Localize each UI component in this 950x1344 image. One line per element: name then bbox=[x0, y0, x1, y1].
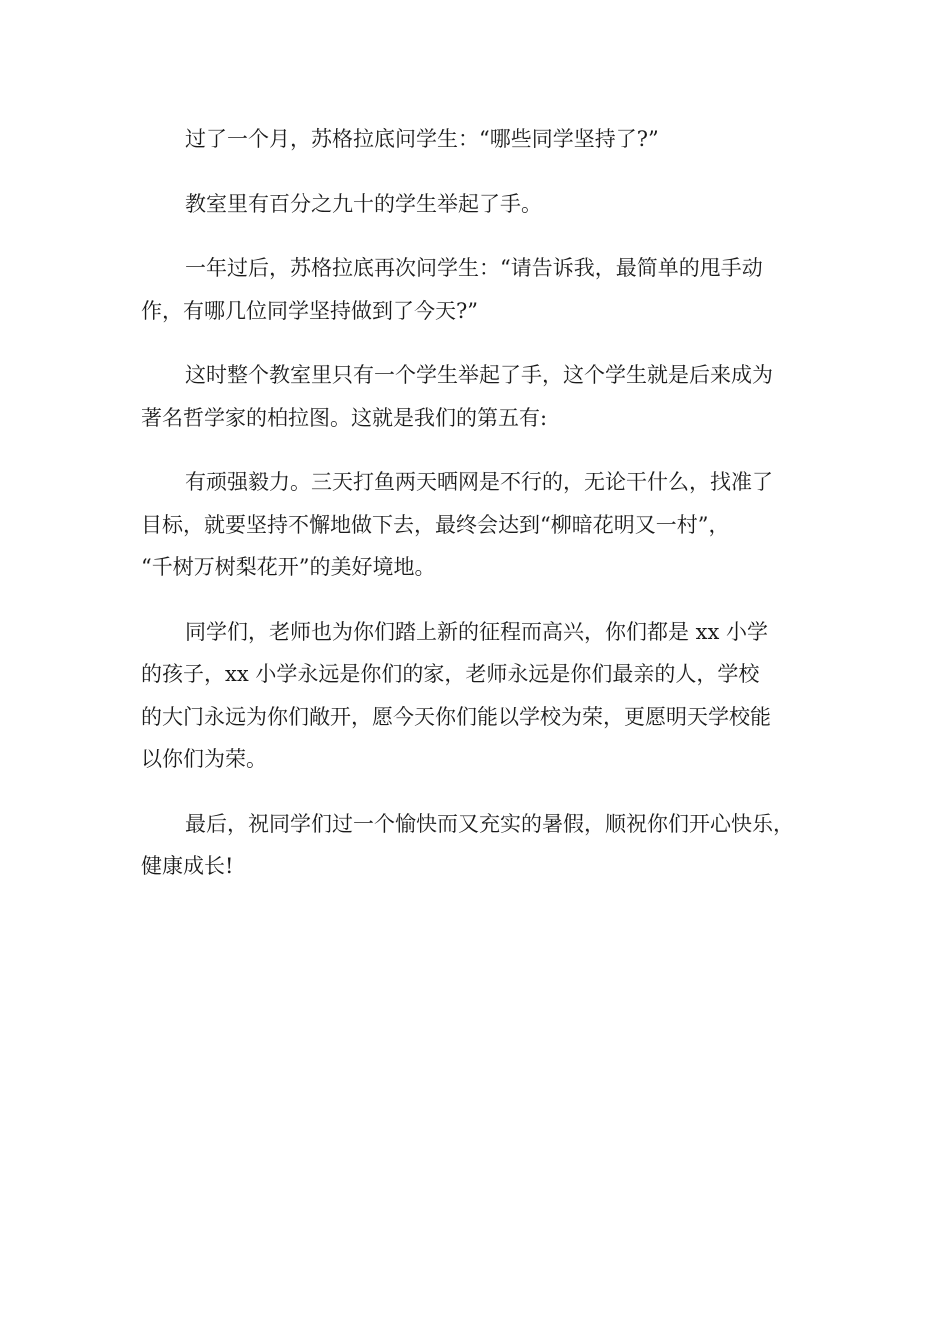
paragraph-7 bbox=[141, 803, 831, 888]
paragraph-4 bbox=[141, 354, 831, 439]
paragraph-5 bbox=[141, 461, 831, 589]
paragraph-line: 的孩子，xx 小学永远是你们的家，老师永远是你们最亲的人，学校 bbox=[141, 662, 760, 686]
paragraph-line: 教室里有百分之九十的学生举起了手。 bbox=[185, 191, 542, 216]
paragraph-line: 以你们为荣。 bbox=[141, 747, 267, 771]
paragraph-line: 的大门永远为你们敞开，愿今天你们能以学校为荣，更愿明天学校能 bbox=[141, 704, 771, 729]
paragraph-line: “千树万树梨花开”的美好境地。 bbox=[141, 555, 436, 579]
paragraph-2 bbox=[141, 183, 831, 226]
paragraph-line: 健康成长! bbox=[141, 854, 234, 878]
paragraph-6 bbox=[141, 611, 831, 781]
paragraph-line: 最后，祝同学们过一个愉快而又充实的暑假，顺祝你们开心快乐， bbox=[185, 811, 794, 836]
paragraph-line: 一年过后，苏格拉底再次问学生：“请告诉我，最简单的甩手动 bbox=[185, 256, 763, 280]
paragraph-1 bbox=[141, 118, 831, 161]
paragraph-line: 这时整个教室里只有一个学生举起了手，这个学生就是后来成为 bbox=[185, 363, 773, 387]
paragraph-line: 作，有哪几位同学坚持做到了今天?” bbox=[141, 298, 478, 323]
paragraph-line: 同学们，老师也为你们踏上新的征程而高兴，你们都是 xx 小学 bbox=[185, 619, 769, 644]
paragraph-line: 有顽强毅力。三天打鱼两天晒网是不行的，无论干什么，找准了 bbox=[185, 470, 773, 494]
document-body bbox=[141, 118, 831, 910]
paragraph-3 bbox=[141, 247, 831, 332]
paragraph-line: 著名哲学家的柏拉图。这就是我们的第五有: bbox=[141, 405, 548, 430]
paragraph-line: 过了一个月，苏格拉底问学生：“哪些同学坚持了?” bbox=[185, 127, 659, 151]
paragraph-line: 目标，就要坚持不懈地做下去，最终会达到“柳暗花明又一村”， bbox=[141, 512, 730, 537]
